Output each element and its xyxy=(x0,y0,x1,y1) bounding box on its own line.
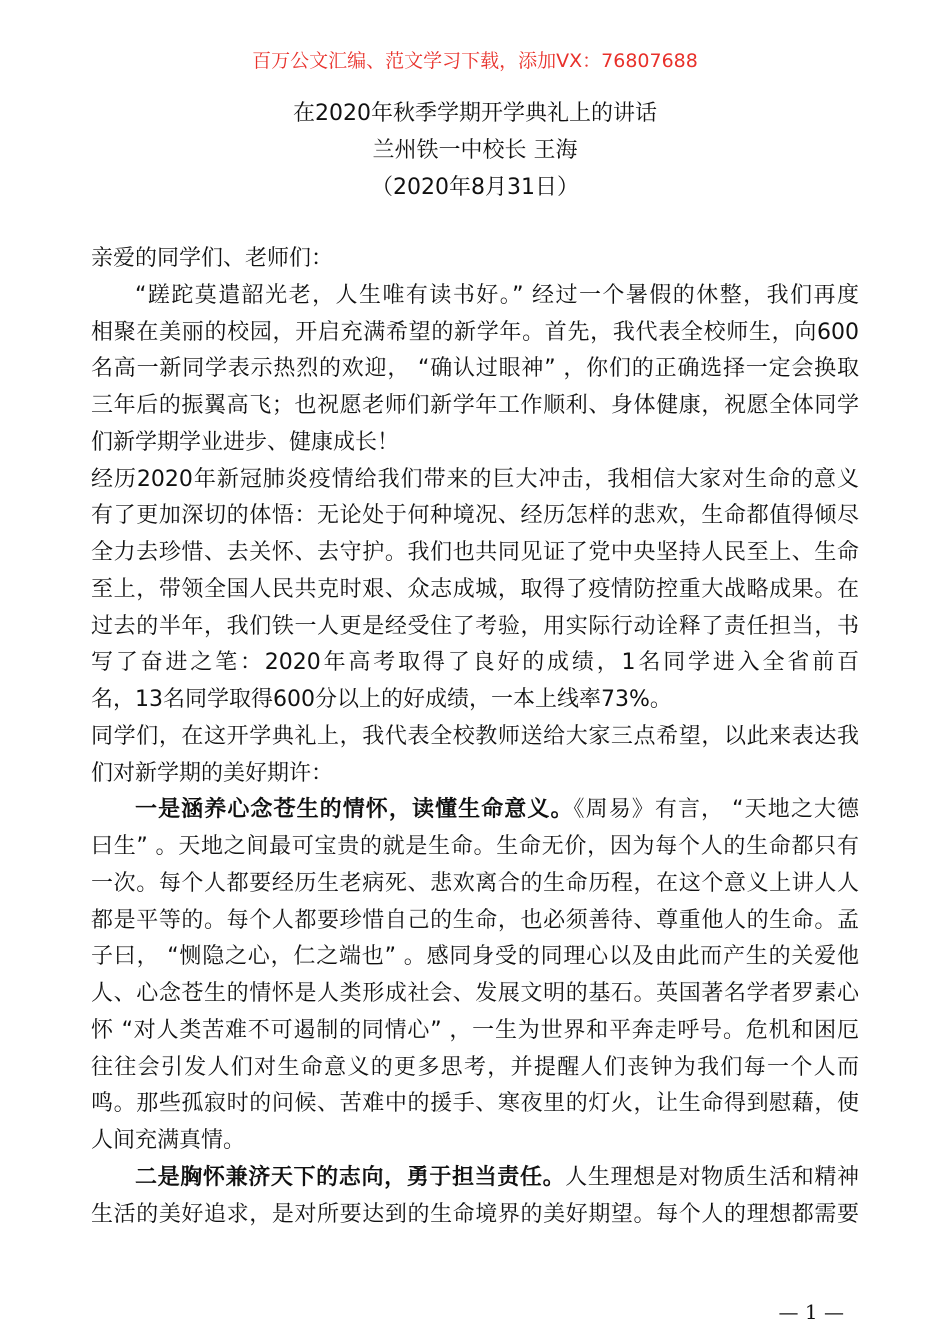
text-line xyxy=(91,645,859,682)
line-text: 曰生” 。天地之间最可宝贵的就是生命。生命无价，因为每个人的生命都只有 xyxy=(91,834,859,859)
line-text: 过去的半年，我们铁一人更是经受住了考验，用实际行动诠释了责任担当，书 xyxy=(91,613,859,639)
line-text: 亲爱的同学们、老师们： xyxy=(91,246,334,271)
line-text: 怀 “对人类苦难不可遏制的同情心” ，一生为世界和平奔走呼号。危机和困厄 xyxy=(91,1017,859,1043)
text-line xyxy=(91,903,859,940)
watermark-banner: 百万公文汇编、范文学习下载，添加VX：76807688 xyxy=(252,50,698,72)
text-line xyxy=(91,498,859,535)
text-line xyxy=(91,719,859,756)
line-text: 同学们，在这开学典礼上，我代表全校教师送给大家三点希望，以此来表达我 xyxy=(91,723,859,749)
line-text: 人生理想是对物质生活和精神 xyxy=(565,1164,859,1190)
line-text: 们新学期学业进步、健康成长！ xyxy=(91,429,400,455)
text-line xyxy=(91,351,859,388)
text-line xyxy=(91,1123,859,1160)
line-text: 生活的美好追求，是对所要达到的生命境界的美好期望。每个人的理想都需要 xyxy=(91,1201,859,1227)
bold-heading: 二是胸怀兼济天下的志向，勇于担当责任。 xyxy=(135,1164,566,1190)
text-line xyxy=(91,278,859,315)
text-line xyxy=(91,866,859,903)
text-line xyxy=(91,388,859,425)
line-text: 往往会引发人们对生命意义的更多思考，并提醒人们丧钟为我们每一个人而 xyxy=(91,1054,859,1080)
text-line xyxy=(91,572,859,609)
text-line xyxy=(91,241,859,278)
text-line xyxy=(91,1086,859,1123)
text-line xyxy=(91,462,859,499)
line-text: 名，13名同学取得600分以上的好成绩，一本上线率73%。 xyxy=(91,687,672,712)
line-text: 一次。每个人都要经历生老病死、悲欢离合的生命历程，在这个意义上讲人人 xyxy=(91,870,859,896)
text-line xyxy=(91,1050,859,1087)
page-number: — 1 — xyxy=(778,1300,844,1324)
line-text: 们对新学期的美好期许： xyxy=(91,760,334,786)
text-line xyxy=(91,425,859,462)
text-line xyxy=(91,756,859,793)
text-line xyxy=(91,315,859,352)
line-text: 鸣。那些孤寂时的问候、苦难中的援手、寒夜里的灯火，让生命得到慰藉，使 xyxy=(91,1091,859,1117)
text-line xyxy=(91,939,859,976)
text-line xyxy=(91,535,859,572)
line-text: “蹉跎莫遣韶光老，人生唯有读书好。” 经过一个暑假的休整，我们再度 xyxy=(135,282,859,308)
line-text: 都是平等的。每个人都要珍惜自己的生命，也必须善待、尊重他人的生命。孟 xyxy=(91,907,859,933)
line-text: 至上，带领全国人民共克时艰、众志成城，取得了疫情防控重大战略成果。在 xyxy=(91,576,859,602)
line-text: 相聚在美丽的校园，开启充满希望的新学年。首先，我代表全校师生，向600 xyxy=(91,319,859,345)
line-text: 有了更加深切的体悟：无论处于何种境况、经历怎样的悲欢，生命都值得倾尽 xyxy=(91,503,859,529)
line-text: 《周易》有言， “天地之大德 xyxy=(573,797,859,823)
text-line xyxy=(91,1197,859,1234)
line-text: 人间充满真情。 xyxy=(91,1128,246,1153)
document-title: 在2020年秋季学期开学典礼上的讲话 xyxy=(293,101,657,126)
text-line xyxy=(91,609,859,646)
document-author: 兰州铁一中校长 王海 xyxy=(372,138,578,163)
line-text: 经历2020年新冠肺炎疫情给我们带来的巨大冲击，我相信大家对生命的意义 xyxy=(91,466,859,492)
text-line xyxy=(91,829,859,866)
line-text: 名高一新同学表示热烈的欢迎， “确认过眼神” ，你们的正确选择一定会换取 xyxy=(91,356,859,382)
text-line xyxy=(91,1013,859,1050)
bold-heading: 一是涵养心念苍生的情怀，读懂生命意义。 xyxy=(135,797,574,823)
text-line xyxy=(91,792,859,829)
document-date: （2020年8月31日） xyxy=(371,175,579,200)
line-text: 全力去珍惜、去关怀、去守护。我们也共同见证了党中央坚持人民至上、生命 xyxy=(91,540,859,565)
line-text: 写了奋进之笔：2020年高考取得了良好的成绩，1名同学进入全省前百 xyxy=(91,650,859,676)
line-text: 人、心念苍生的情怀是人类形成社会、发展文明的基石。英国著名学者罗素心 xyxy=(91,981,859,1006)
line-text: 子曰， “恻隐之心，仁之端也” 。感同身受的同理心以及由此而产生的关爱他 xyxy=(91,944,859,970)
text-line xyxy=(91,1160,859,1197)
text-line xyxy=(91,682,859,719)
text-line xyxy=(91,976,859,1013)
line-text: 三年后的振翼高飞；也祝愿老师们新学年工作顺利、身体健康，祝愿全体同学 xyxy=(91,393,859,418)
document-body xyxy=(91,241,859,1233)
